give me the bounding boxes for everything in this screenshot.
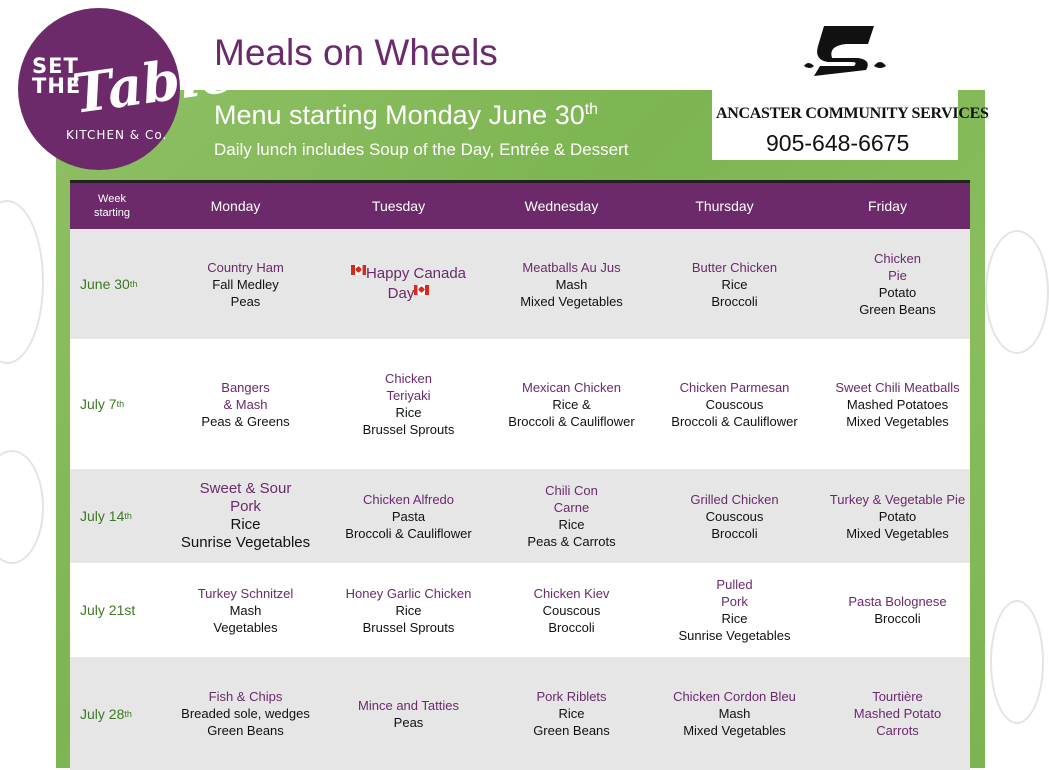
meal-cell [327,229,490,339]
meal-main-line: Chicken [385,371,432,386]
meal-main-line: Chicken Cordon Bleu [673,689,796,704]
meal-side-line: Couscous [542,602,601,618]
canada-flag-icon [351,265,366,275]
menu-heading-sup: th [584,101,599,118]
table-row [70,469,970,563]
meal-side-line: Peas & Carrots [527,534,616,549]
meal-cell [490,469,653,563]
meal-cell [164,657,327,770]
meal-side-line: Rice [558,706,585,721]
meal-cell [816,657,979,770]
meal-main-line: Turkey & Vegetable Pie [829,491,966,507]
set-the-table-logo [18,8,239,170]
meal-main-line: Mexican Chicken [522,379,621,395]
meal-cell [653,339,816,469]
header-day: Monday [210,198,261,214]
meal-side-line: Broccoli & Cauliflower [345,525,472,541]
meal-main-line: Pork [721,594,748,609]
meal-side-line: Rice [395,405,422,420]
meal-side-line: Rice [721,611,748,626]
week-date-sup: th [124,511,132,521]
meal-side-line: Peas [393,714,424,730]
meal-side-line: Couscous [705,508,764,524]
decorative-sketch [990,600,1044,724]
meal-main-line: Bangers [221,379,270,395]
table-header-row [70,183,970,229]
week-date [70,229,164,339]
meal-side-line: Broccoli & Cauliflower [508,413,635,429]
week-date [70,469,164,563]
week-header-label: Week starting [93,193,131,219]
logo-kitchen-co: KITCHEN & Co. [66,128,168,142]
week-date-sup: th [129,279,138,289]
meal-main-line: Tourtière [872,689,923,704]
meal-main-line: Meatballs Au Jus [522,259,621,275]
week-date-sup: th [124,708,132,719]
org-block [712,20,989,160]
menu-heading [214,100,598,131]
meal-side-line: Green Beans [207,723,284,738]
meal-main-line: Carrots [876,723,919,738]
page-title: Meals on Wheels [214,32,498,73]
meal-main-line: Pulled [716,577,753,592]
week-date-text: July 28 [80,705,125,722]
meal-cell [816,229,979,339]
meal-cell [164,563,327,657]
meal-main-line: Chicken Parmesan [679,379,790,395]
meal-side-line: Rice [395,602,422,618]
meal-side-line: Green Beans [533,723,610,738]
meal-cell [490,563,653,657]
decorative-sketch [0,200,44,364]
meal-side-line: Potato [878,508,917,524]
meal-cell [653,229,816,339]
holiday-text: Happy Canada [365,265,467,282]
meal-side-line: Mixed Vegetables [520,293,623,309]
meal-main-line: Pie [888,268,907,283]
meal-side-line: Broccoli & Cauliflower [671,413,798,429]
meal-cell [490,657,653,770]
meal-cell [490,229,653,339]
week-date-text: July 7 [80,396,117,412]
meal-side-line: Rice [721,276,748,292]
meal-cell [816,469,979,563]
meal-cell [816,339,979,469]
meal-side-line: Mixed Vegetables [683,723,786,738]
meal-main-line: Chili Con [545,483,598,498]
meal-main-line: Honey Garlic Chicken [345,585,472,601]
meal-main-line: Pork [230,498,261,515]
decorative-sketch [985,230,1049,354]
meal-side-line: Broccoli [548,619,595,635]
meal-main-line: & Mash [223,396,268,412]
week-date-text: June 30 [80,276,130,292]
week-date-text: July 14 [80,508,125,524]
table-body [70,229,970,770]
week-date-text: July 21st [80,602,136,618]
meal-main-line: Chicken [874,251,921,266]
meal-side-line: Rice [558,517,585,532]
meal-main-line: Turkey Schnitzel [197,585,294,601]
meal-cell [164,469,327,563]
meal-side-line: Vegetables [213,619,278,635]
meal-side-line: Mashed Potatoes [846,396,949,412]
meal-side-line: Peas & Greens [201,413,290,429]
meal-side-line: Fall Medley [212,276,279,292]
week-date [70,339,164,469]
meal-side-line: Sunrise Vegetables [678,628,791,643]
meal-main-line: Butter Chicken [691,259,778,275]
meal-main-line: Pasta Bolognese [848,594,947,609]
table-row [70,563,970,657]
meal-main-line: Mashed Potato [853,706,942,721]
meal-side-line: Broccoli [711,525,758,541]
meal-main-line: Sweet & Sour [199,480,292,497]
meal-cell [816,563,979,657]
logo-table-script: Table [68,39,239,127]
menu-heading-text: Menu starting Monday June 30 [214,100,585,130]
meal-side-line: Couscous [705,396,764,412]
week-date [70,657,164,770]
daily-note: Daily lunch includes Soup of the Day, Entrée & Dessert [214,140,629,159]
meal-cell [164,339,327,469]
week-date-sup: th [116,399,125,409]
meal-main-line [351,264,466,284]
decorative-sketch [0,450,44,564]
meal-side-line: Mixed Vegetables [846,413,949,429]
org-name: ANCASTER COMMUNITY SERVICES [716,105,989,122]
meal-cell [490,339,653,469]
meal-cell [653,657,816,770]
holiday-text: Day [387,285,415,302]
meal-main-line: Chicken Kiev [533,585,610,601]
header-day: Wednesday [524,198,599,214]
org-phone: 905-648-6675 [766,130,910,156]
table-row [70,339,970,469]
meal-cell [164,229,327,339]
meal-side-line: Pasta [391,508,426,524]
meal-main-line: Grilled Chicken [690,491,779,507]
meal-main-line: Pork Riblets [536,689,607,704]
meal-main-line: Carne [553,500,590,515]
meal-side-line: Mixed Vegetables [846,525,949,541]
table-row [70,229,970,339]
meal-cell [327,657,490,770]
week-date [70,563,164,657]
acs-logo-icon [784,22,896,82]
meal-cell [653,563,816,657]
meal-main-line: Teriyaki [386,388,431,403]
logo-set-the: SET THE [32,54,82,98]
meal-side-line: Rice & [552,396,591,412]
menu-table [70,180,970,768]
meal-main-line: Country Ham [207,259,284,275]
table-row [70,657,970,770]
header-day: Thursday [695,198,754,214]
meal-cell [327,563,490,657]
meal-side-line: Brussel Sprouts [362,619,455,635]
meal-side-line: Rice [230,516,261,533]
meal-cell [327,339,490,469]
meal-side-line: Breaded sole, wedges [181,706,310,721]
meal-main-line [388,284,430,304]
meal-side-line: Sunrise Vegetables [180,534,311,551]
meal-side-line: Potato [878,285,917,300]
canada-flag-icon [414,285,429,295]
meal-cell [327,469,490,563]
meal-main-line: Fish & Chips [208,689,283,704]
meal-side-line: Mash [229,602,262,618]
meal-side-line: Mash [718,706,751,721]
meal-side-line: Peas [230,293,261,309]
meal-side-line: Mash [555,276,588,292]
meal-main-line: Mince and Tatties [358,697,459,713]
header-day: Friday [868,198,907,214]
meal-cell [653,469,816,563]
meal-main-line: Chicken Alfredo [362,491,455,507]
meal-main-line: Sweet Chili Meatballs [835,379,960,395]
header-week-starting [70,183,154,229]
meal-side-line: Broccoli [874,611,921,626]
meal-side-line: Brussel Sprouts [362,422,455,437]
meal-side-line: Broccoli [711,293,758,309]
meal-side-line: Green Beans [859,302,936,317]
header-day: Tuesday [371,198,426,214]
